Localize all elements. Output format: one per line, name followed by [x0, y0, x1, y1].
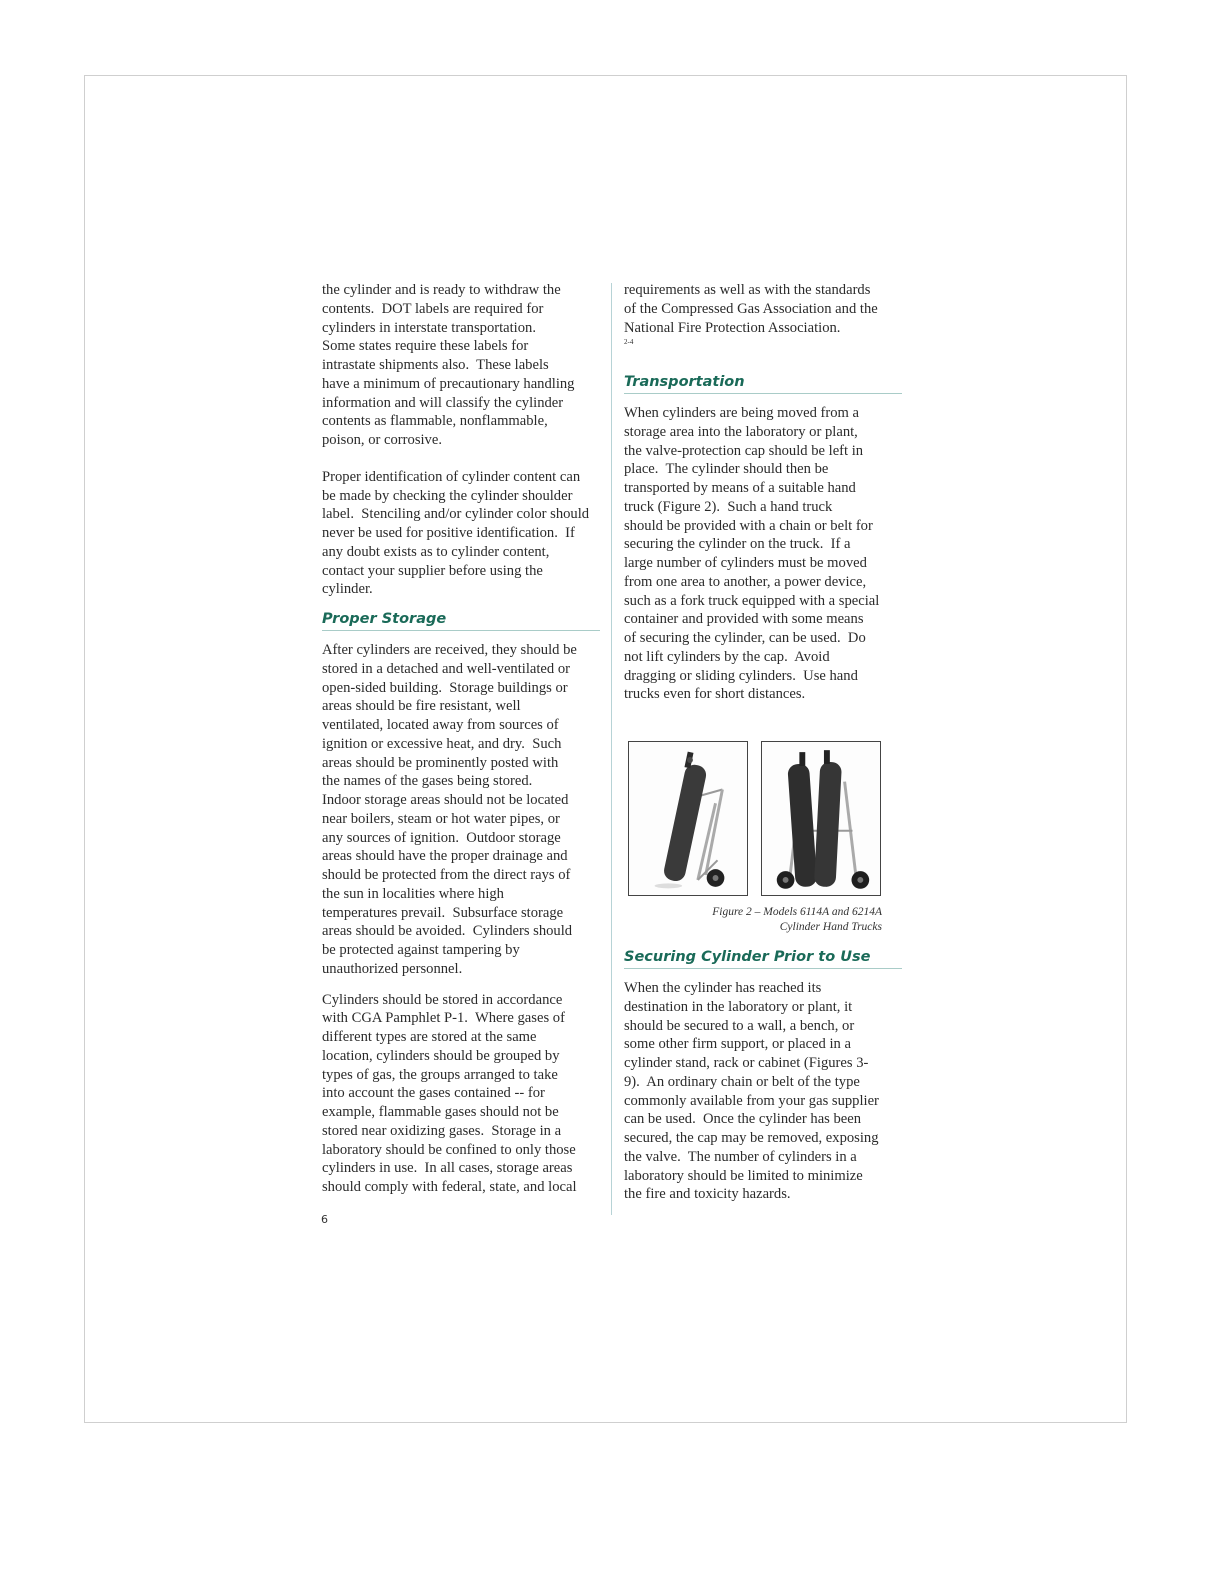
text-line: some other firm support, or placed in a — [624, 1036, 851, 1053]
text-line: intrastate shipments also. These labels — [322, 357, 549, 373]
text-line: When cylinders are being moved from a — [624, 405, 860, 421]
text-line: requirements as well as with the standards — [624, 282, 871, 298]
text-line: should comply with federal, state, and local — [322, 1179, 577, 1195]
text-line: open-sided building. Storage buildings or — [322, 679, 568, 696]
text-line: into account the gases contained -- for — [322, 1085, 545, 1102]
text-line: stored in a detached and well-ventilated or — [322, 660, 570, 677]
text-line: from one area to another, a power device, — [624, 573, 867, 590]
text-line: ignition or excessive heat, and dry. Such — [322, 735, 562, 752]
paragraph-storage-cga — [322, 991, 600, 1197]
text-line: destination in the laboratory or plant, it — [624, 998, 853, 1015]
text-line: Proper identification of cylinder content can — [322, 468, 581, 485]
text-line: areas should have the proper drainage and — [322, 848, 568, 865]
single-cylinder-hand-truck-photo — [628, 741, 748, 896]
text-line: trucks even for short distances. — [624, 686, 806, 703]
text-line: large number of cylinders must be moved — [624, 555, 867, 571]
paragraph-storage-buildings — [322, 641, 600, 979]
text-line: be made by checking the cylinder shoulder — [322, 487, 573, 504]
text-line: 9). An ordinary chain or belt of the type — [624, 1073, 860, 1090]
hand-truck-single-image — [629, 742, 747, 895]
right-column — [624, 281, 902, 1204]
page-frame — [84, 75, 1127, 1423]
text-line: any sources of ignition. Outdoor storage — [322, 829, 561, 846]
text-line: contents. DOT labels are required for — [322, 300, 544, 317]
text-line: can be used. Once the cylinder has been — [624, 1111, 862, 1128]
text-line: Indoor storage areas should not be located — [322, 792, 569, 808]
text-line: securing the cylinder on the truck. If a — [624, 536, 851, 553]
text-line: cylinder. — [322, 581, 373, 598]
paragraph-dot-labels — [322, 281, 600, 450]
text-line: any doubt exists as to cylinder content, — [322, 543, 550, 560]
text-line: storage area into the laboratory or plant, — [624, 423, 858, 440]
text-line: the names of the gases being stored. — [322, 773, 533, 790]
text-line: the fire and toxicity hazards. — [624, 1186, 791, 1203]
text-line: areas should be prominently posted with — [322, 754, 559, 771]
text-line: should be provided with a chain or belt for — [624, 517, 873, 534]
text-line: truck (Figure 2). Such a hand truck — [624, 498, 833, 515]
text-line: contact your supplier before using the — [322, 562, 543, 579]
figure-caption — [624, 905, 882, 935]
text-line: Figure 2 – Models 6114A and 6214A — [712, 906, 882, 918]
text-line: stored near oxidizing gases. Storage in a — [322, 1122, 562, 1139]
text-line: container and provided with some means — [624, 611, 864, 628]
double-cylinder-hand-truck-photo — [761, 741, 881, 896]
text-line: ventilated, located away from sources of — [322, 717, 559, 733]
text-line: temperatures prevail. Subsurface storage — [322, 904, 564, 921]
heading-securing-cylinder: Securing Cylinder Prior to Use — [624, 947, 902, 969]
text-line: near boilers, steam or hot water pipes, or — [322, 810, 560, 827]
text-line: should be secured to a wall, a bench, or — [624, 1017, 855, 1034]
text-line: cylinders in use. In all cases, storage areas — [322, 1160, 573, 1177]
reference-superscript: 2-4 — [624, 338, 634, 347]
text-line: of the Compressed Gas Association and the — [624, 300, 878, 317]
text-line: When the cylinder has reached its — [624, 980, 822, 996]
text-line: have a minimum of precautionary handling — [322, 375, 575, 392]
text-line: the cylinder and is ready to withdraw the — [322, 282, 561, 298]
text-line: cylinder stand, rack or cabinet (Figures 3- — [624, 1055, 869, 1071]
text-line: dragging or sliding cylinders. Use hand — [624, 667, 858, 684]
text-line: place. The cylinder should then be — [624, 461, 829, 478]
text-line: of securing the cylinder, can be used. Do — [624, 630, 866, 646]
text-line: secured, the cap may be removed, exposing — [624, 1130, 879, 1146]
text-line: poison, or corrosive. — [322, 432, 442, 448]
text-line: such as a fork truck equipped with a special — [624, 592, 880, 609]
paragraph-securing — [624, 979, 902, 1204]
hand-truck-double-image — [762, 742, 880, 895]
text-line: never be used for positive identification. If — [322, 525, 575, 541]
text-line: with CGA Pamphlet P-1. Where gases of — [322, 1010, 565, 1027]
page-number: 6 — [321, 1213, 328, 1226]
text-line: the valve. The number of cylinders in a — [624, 1148, 857, 1165]
text-line: types of gas, the groups arranged to take — [322, 1066, 558, 1083]
text-line: areas should be fire resistant, well — [322, 698, 521, 715]
text-line: After cylinders are received, they should be — [322, 642, 577, 658]
text-line: should be protected from the direct rays of — [322, 867, 571, 883]
requirements-text — [624, 281, 902, 337]
text-line: location, cylinders should be grouped by — [322, 1047, 560, 1064]
text-line: National Fire Protection Association. — [624, 319, 841, 336]
left-column — [322, 281, 600, 1197]
text-line: cylinders in interstate transportation. — [322, 319, 536, 336]
text-line: laboratory should be limited to minimize — [624, 1167, 863, 1184]
text-line: example, flammable gases should not be — [322, 1104, 559, 1120]
paragraph-transportation — [624, 404, 902, 704]
text-line: not lift cylinders by the cap. Avoid — [624, 648, 830, 665]
column-divider — [611, 283, 612, 1215]
text-line: contents as flammable, nonflammable, — [322, 413, 548, 430]
text-line: laboratory should be confined to only those — [322, 1141, 576, 1158]
text-line: areas should be avoided. Cylinders should — [322, 923, 573, 940]
text-line: Cylinder Hand Trucks — [779, 921, 882, 933]
heading-proper-storage: Proper Storage — [322, 609, 600, 631]
heading-transportation: Transportation — [624, 372, 902, 394]
text-line: information and will classify the cylinder — [322, 394, 564, 411]
text-line: be protected against tampering by — [322, 942, 520, 958]
text-line: commonly available from your gas supplier — [624, 1092, 879, 1109]
text-line: transported by means of a suitable hand — [624, 480, 856, 496]
text-line: the valve-protection cap should be left in — [624, 442, 864, 459]
paragraph-identification — [322, 468, 600, 599]
text-line: the sun in localities where high — [322, 885, 504, 902]
text-line: Cylinders should be stored in accordance — [322, 991, 563, 1008]
text-line: different types are stored at the same — [322, 1029, 537, 1045]
text-line: Some states require these labels for — [322, 338, 529, 355]
text-line: unauthorized personnel. — [322, 960, 463, 977]
figure-2 — [628, 741, 902, 901]
text-line: label. Stenciling and/or cylinder color should — [322, 506, 590, 523]
paragraph-requirements — [624, 281, 902, 356]
